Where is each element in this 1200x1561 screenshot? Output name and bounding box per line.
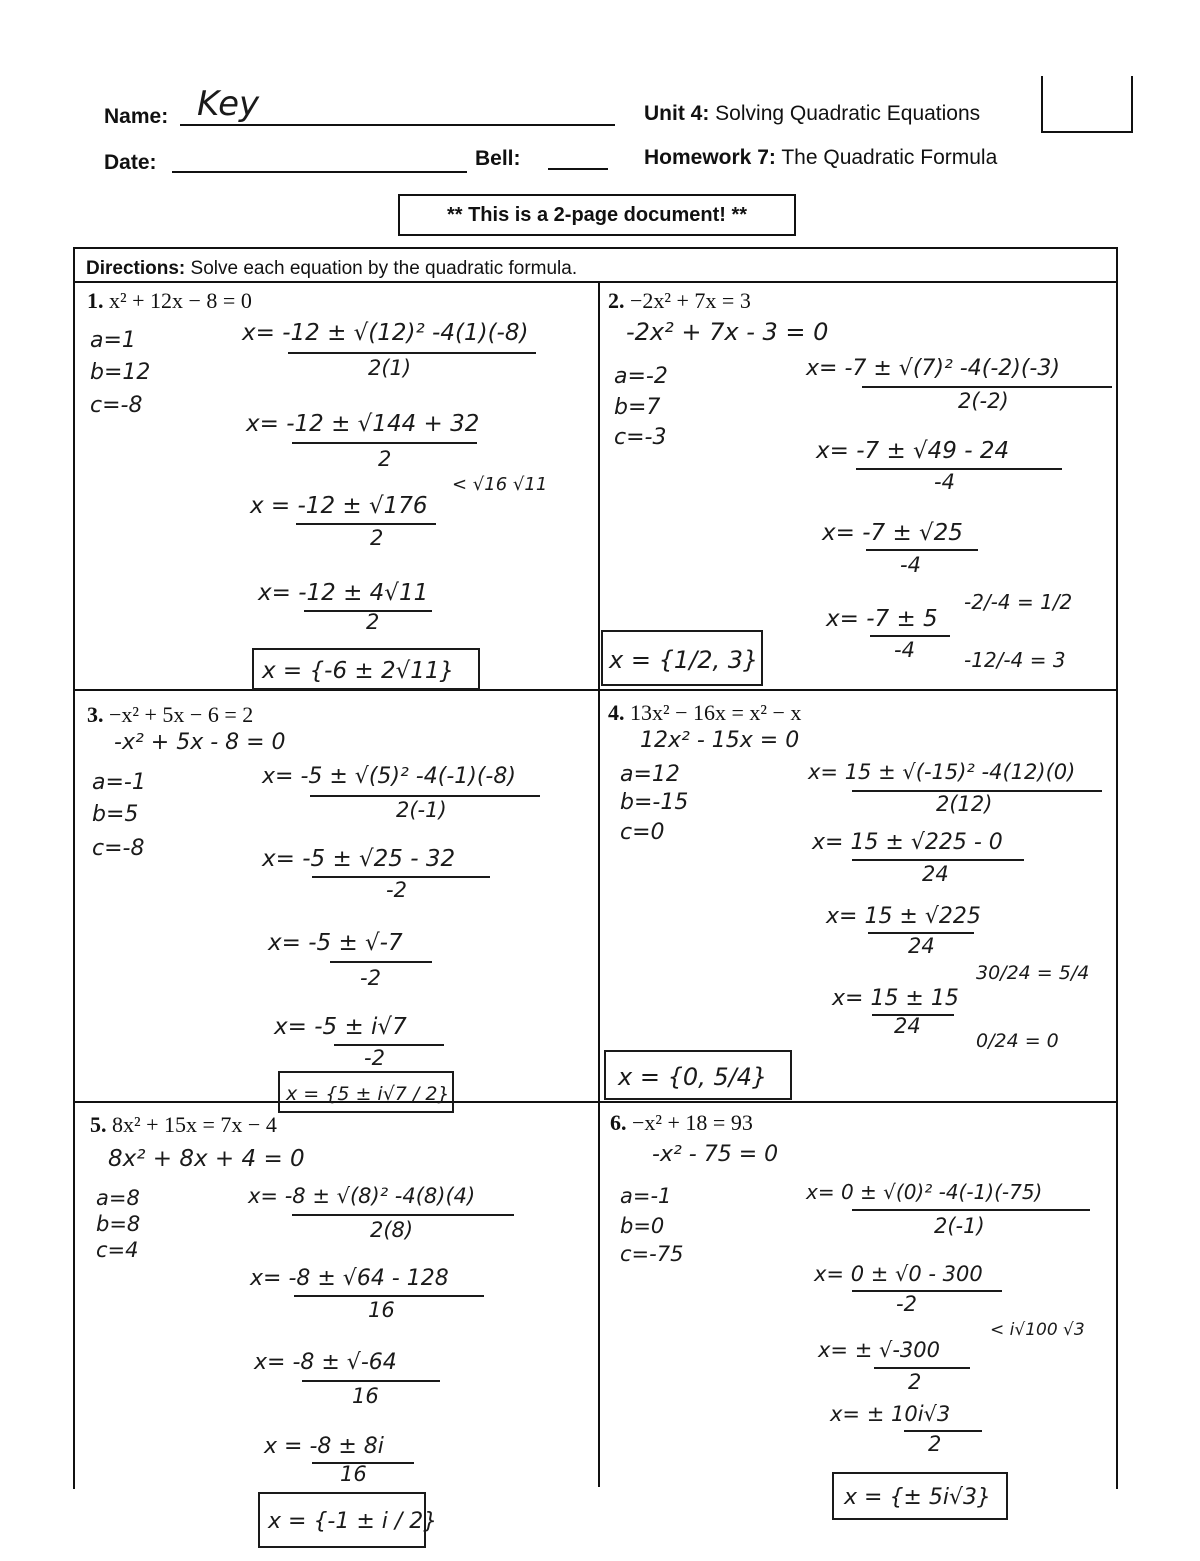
step-2-numerator: x= -5 ± √25 - 32 — [262, 846, 456, 872]
problem-number: 4. — [608, 700, 625, 725]
problem-equation: 8x² + 15x = 7x − 4 — [112, 1112, 277, 1137]
name-underline — [180, 124, 615, 126]
fraction-bar — [852, 859, 1024, 861]
step-2-numerator: x= -7 ± √49 - 24 — [816, 438, 1010, 464]
step-4-numerator: x= -12 ± 4√11 — [258, 580, 429, 606]
step-1-numerator: x= -7 ± √(7)² -4(-2)(-3) — [806, 356, 1060, 381]
rewritten-equation: -2x² + 7x - 3 = 0 — [626, 318, 829, 346]
step-2-numerator: x= -8 ± √64 - 128 — [250, 1266, 449, 1291]
step-3-numerator: x= -5 ± √-7 — [268, 930, 403, 956]
step-3-denominator: 24 — [908, 934, 935, 958]
step-2-numerator: x= -12 ± √144 + 32 — [246, 411, 480, 437]
step-4-numerator: x = -8 ± 8i — [264, 1434, 384, 1459]
problem-number: 1. — [87, 288, 104, 313]
bell-label: Bell: — [475, 147, 521, 170]
homework-label: Homework 7: — [644, 146, 776, 169]
answer-box: x = {± 5i√3} — [832, 1472, 1008, 1520]
step-1-denominator: 2(12) — [936, 792, 993, 816]
problem-equation: −x² + 18 = 93 — [632, 1110, 753, 1135]
column-divider — [598, 281, 600, 1487]
homework-title: The Quadratic Formula — [781, 146, 998, 169]
step-3-side-note: < i√100 √3 — [990, 1320, 1085, 1340]
directions-label: Directions: — [86, 258, 186, 279]
step-1-denominator: 2(-2) — [958, 389, 1009, 413]
unit-label: Unit 4: — [644, 102, 710, 125]
step-3-numerator: x = -12 ± √176 — [250, 493, 428, 519]
answer-box: x = {-1 ± i / 2} — [258, 1492, 426, 1548]
directions — [86, 258, 577, 280]
fraction-bar — [870, 635, 950, 637]
step-3-numerator: x= 15 ± √225 — [826, 904, 981, 929]
problem-number: 3. — [87, 702, 104, 727]
rewritten-equation: 8x² + 8x + 4 = 0 — [108, 1146, 305, 1172]
unit-heading — [644, 102, 980, 126]
step-4-denominator: 16 — [340, 1462, 367, 1486]
step-3-numerator: x= -7 ± √25 — [822, 520, 963, 546]
fraction-bar — [856, 468, 1062, 470]
step-1-denominator: 2(-1) — [934, 1214, 985, 1238]
coef-b: b=-15 — [620, 790, 689, 815]
step-2-denominator: -2 — [386, 878, 407, 902]
coef-c: c=-75 — [620, 1242, 684, 1266]
step-4-numerator: x= -7 ± 5 — [826, 606, 938, 632]
coef-a: a=-2 — [614, 364, 668, 389]
coef-a: a=12 — [620, 762, 680, 787]
branch-1: -2/-4 = 1/2 — [964, 590, 1073, 614]
step-3-denominator: -2 — [360, 966, 381, 990]
step-4-denominator: 2 — [366, 610, 380, 634]
date-label: Date: — [104, 151, 157, 174]
directions-divider — [73, 281, 1116, 283]
fraction-bar — [310, 795, 540, 797]
coef-b: b=12 — [90, 360, 151, 385]
rewritten-equation: 12x² - 15x = 0 — [640, 728, 800, 753]
step-1-numerator: x= 15 ± √(-15)² -4(12)(0) — [808, 760, 1076, 784]
fraction-bar — [334, 1044, 444, 1046]
coef-b: b=5 — [92, 802, 139, 827]
step-4-denominator: -2 — [364, 1046, 385, 1070]
answer-box: x = {0, 5/4} — [604, 1050, 792, 1100]
step-2-denominator: -4 — [934, 470, 955, 494]
coef-c: c=4 — [96, 1238, 139, 1262]
fraction-bar — [862, 386, 1112, 388]
step-3-denominator: 16 — [352, 1384, 379, 1408]
step-2-denominator: -2 — [896, 1292, 917, 1316]
bell-underline[interactable] — [548, 168, 608, 170]
row-divider-2 — [73, 1101, 1116, 1103]
fraction-bar — [904, 1430, 982, 1432]
problem-equation: −2x² + 7x = 3 — [630, 288, 751, 313]
step-3-denominator: 2 — [370, 526, 384, 550]
step-4-denominator: 24 — [894, 1014, 921, 1038]
fraction-bar — [292, 1214, 514, 1216]
step-1-denominator: 2(-1) — [396, 798, 447, 822]
problem-number: 6. — [610, 1110, 627, 1135]
worksheet-frame — [73, 247, 1118, 1489]
step-1-numerator: x= -12 ± √(12)² -4(1)(-8) — [242, 320, 529, 346]
problem-equation: x² + 12x − 8 = 0 — [109, 288, 252, 313]
rewritten-equation: -x² - 75 = 0 — [652, 1142, 779, 1167]
coef-b: b=8 — [96, 1212, 141, 1236]
step-4-numerator: x= 15 ± 15 — [832, 986, 959, 1011]
coef-c: c=-3 — [614, 425, 667, 450]
step-4-denominator: -4 — [894, 638, 915, 662]
fraction-bar — [292, 442, 477, 444]
fraction-bar — [302, 1380, 440, 1382]
step-4-denominator: 2 — [928, 1432, 942, 1456]
unit-title: Solving Quadratic Equations — [715, 102, 981, 125]
step-3-numerator: x= ± √-300 — [818, 1338, 941, 1362]
answer-box: x = {1/2, 3} — [601, 630, 763, 686]
step-1-numerator: x= -5 ± √(5)² -4(-1)(-8) — [262, 764, 516, 789]
coef-c: c=-8 — [92, 836, 145, 861]
problem-number: 5. — [90, 1112, 107, 1137]
step-2-denominator: 2 — [378, 447, 392, 471]
step-1-numerator: x= 0 ± √(0)² -4(-1)(-75) — [806, 1180, 1043, 1204]
fraction-bar — [874, 1367, 970, 1369]
name-value[interactable]: Key — [197, 84, 260, 124]
answer-box: x = {5 ± i√7 / 2} — [278, 1071, 454, 1113]
date-underline[interactable] — [172, 171, 467, 173]
coef-c: c=0 — [620, 820, 665, 845]
step-1-numerator: x= -8 ± √(8)² -4(8)(4) — [248, 1184, 476, 1208]
answer-box: x = {-6 ± 2√11} — [252, 648, 480, 690]
step-1-denominator: 2(8) — [370, 1218, 414, 1242]
coef-a: a=-1 — [92, 770, 146, 795]
coef-a: a=-1 — [620, 1184, 672, 1208]
step-1-denominator: 2(1) — [368, 356, 412, 380]
fraction-bar — [288, 352, 536, 354]
step-3-denominator: -4 — [900, 553, 921, 577]
branch-2: 0/24 = 0 — [976, 1030, 1059, 1052]
step-2-numerator: x= 0 ± √0 - 300 — [814, 1262, 983, 1286]
fraction-bar — [852, 1209, 1090, 1211]
problem-equation: 13x² − 16x = x² − x — [630, 700, 802, 725]
step-3-side-note: < √16 √11 — [452, 474, 548, 495]
coef-b: b=0 — [620, 1214, 665, 1238]
fraction-bar — [294, 1295, 484, 1297]
notice-box: ** This is a 2-page document! ** — [398, 194, 796, 236]
branch-2: -12/-4 = 3 — [964, 648, 1066, 672]
homework-heading — [644, 146, 997, 170]
step-4-numerator: x= -5 ± i√7 — [274, 1014, 407, 1040]
directions-text: Solve each equation by the quadratic formula. — [190, 258, 578, 279]
fraction-bar — [296, 523, 436, 525]
fraction-bar — [866, 549, 978, 551]
rewritten-equation: -x² + 5x - 8 = 0 — [114, 730, 286, 755]
step-3-numerator: x= -8 ± √-64 — [254, 1350, 397, 1375]
branch-1: 30/24 = 5/4 — [976, 962, 1090, 984]
step-3-denominator: 2 — [908, 1370, 922, 1394]
fraction-bar — [330, 961, 432, 963]
score-box — [1041, 76, 1133, 133]
name-label: Name: — [104, 105, 169, 128]
coef-a: a=1 — [90, 328, 136, 353]
step-4-numerator: x= ± 10i√3 — [830, 1402, 951, 1426]
step-2-denominator: 24 — [922, 862, 949, 886]
coef-c: c=-8 — [90, 393, 143, 418]
coef-a: a=8 — [96, 1186, 140, 1210]
problem-equation: −x² + 5x − 6 = 2 — [109, 702, 254, 727]
problem-number: 2. — [608, 288, 625, 313]
coef-b: b=7 — [614, 395, 661, 420]
fraction-bar — [852, 1290, 1002, 1292]
row-divider-1 — [73, 689, 1116, 691]
step-2-denominator: 16 — [368, 1298, 395, 1322]
step-2-numerator: x= 15 ± √225 - 0 — [812, 830, 1003, 855]
